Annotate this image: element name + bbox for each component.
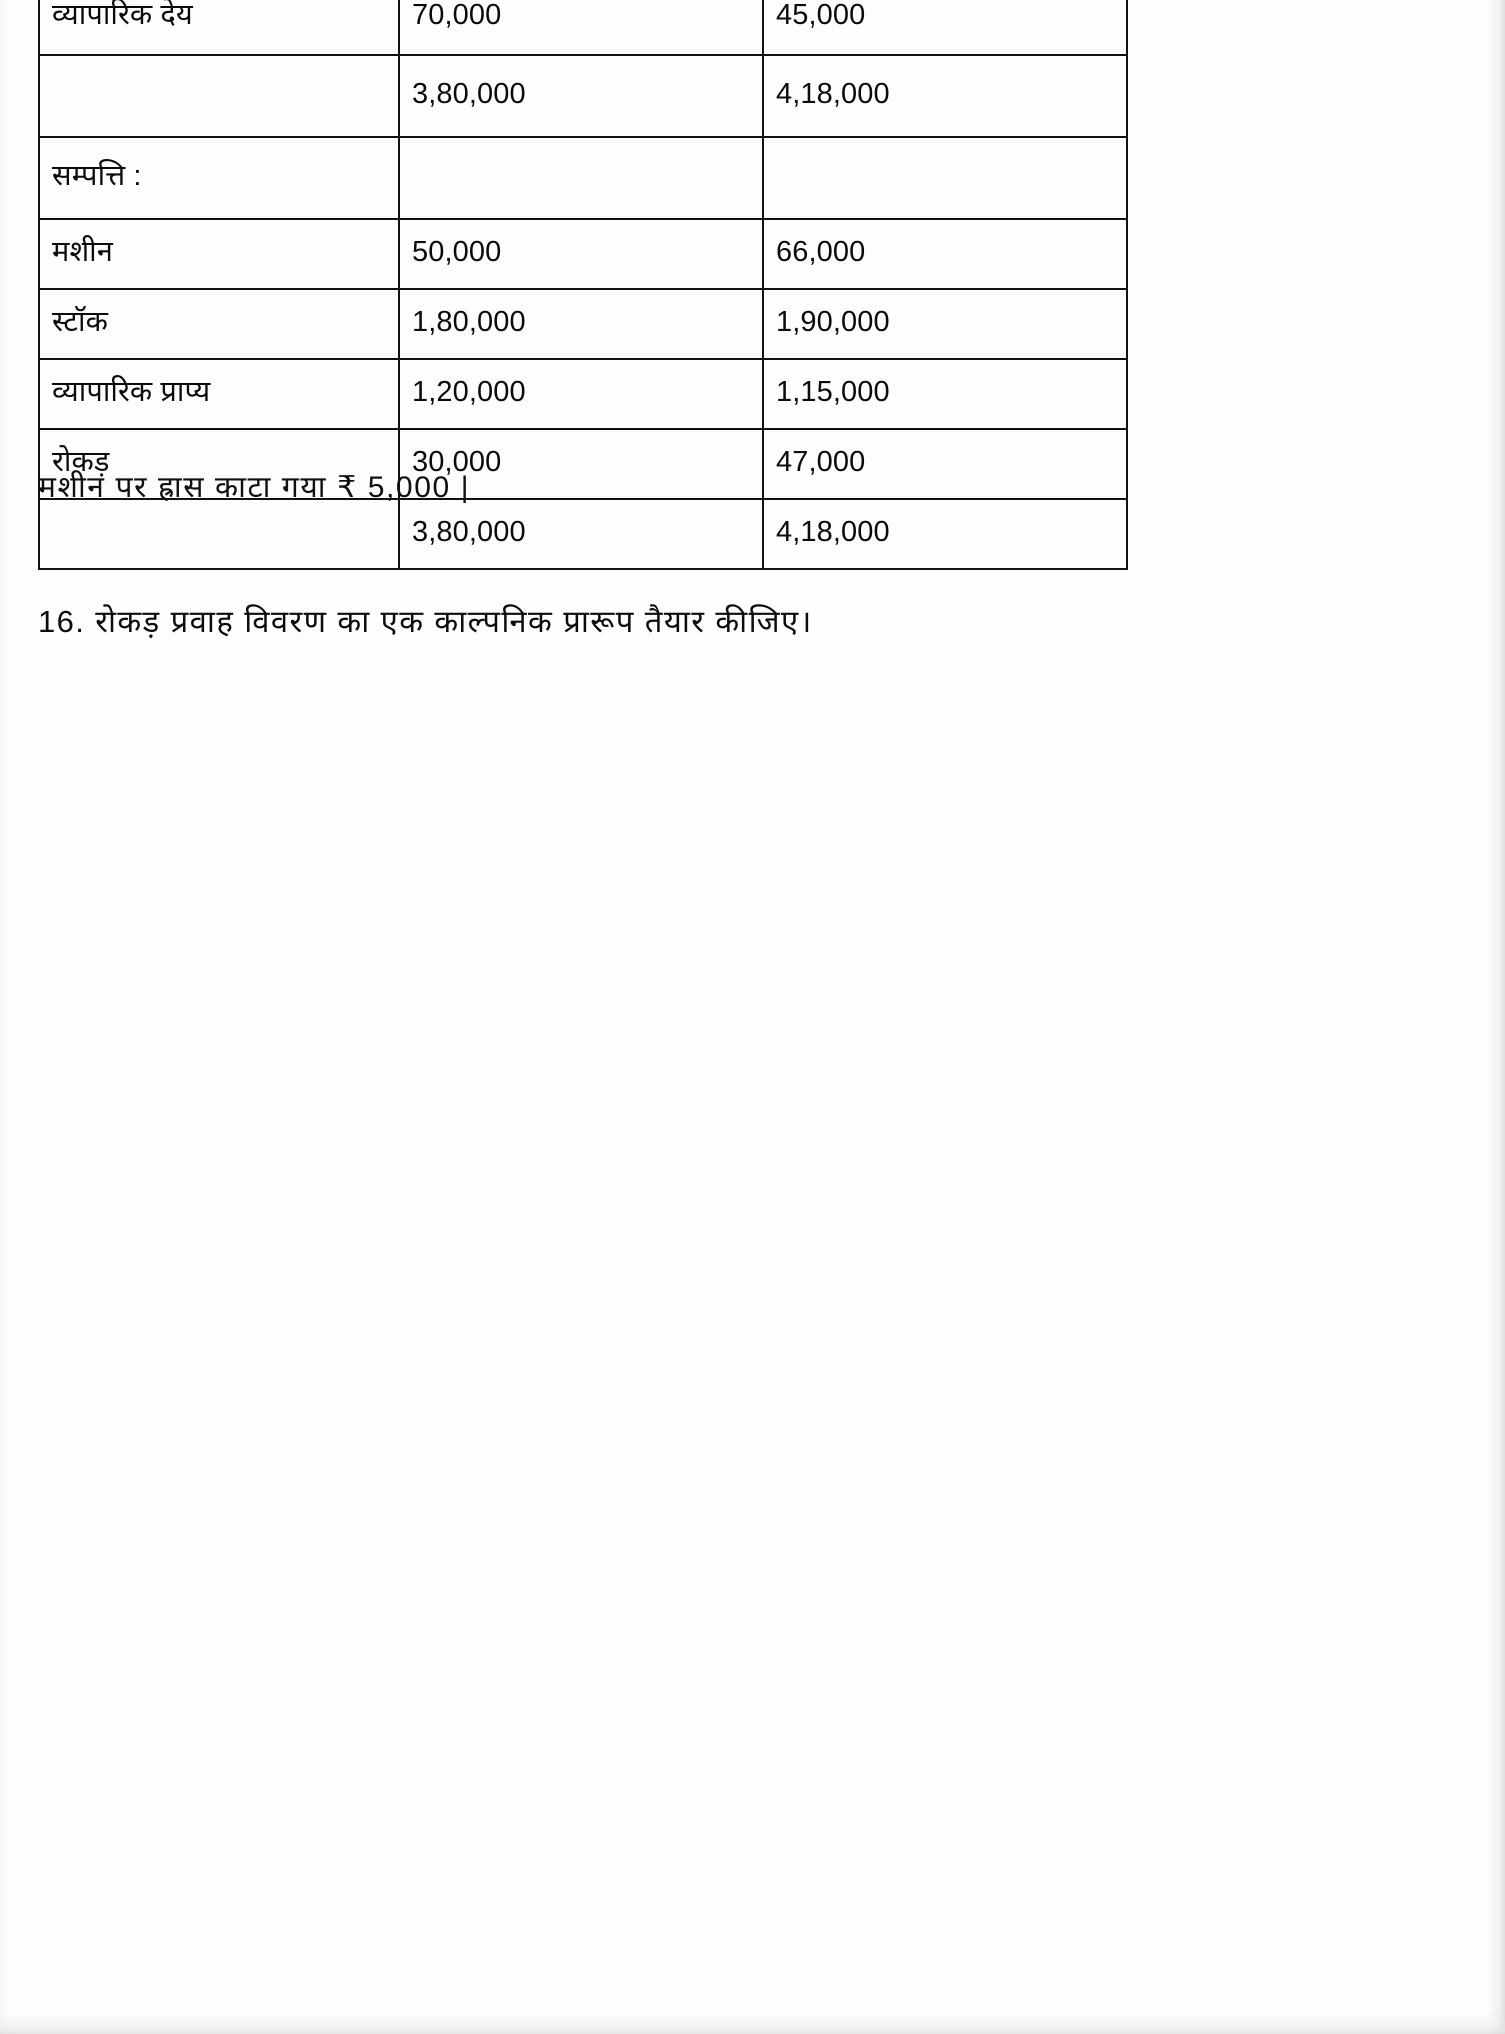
row-label-cell: व्यापारिक प्राप्य bbox=[39, 359, 399, 429]
row-value1-cell: 50,000 bbox=[399, 219, 763, 289]
row-value1-cell: 30,000 bbox=[399, 429, 763, 499]
row-value1-cell: 1,20,000 bbox=[399, 359, 763, 429]
row-value2-cell: 4,18,000 bbox=[763, 55, 1127, 137]
row-label-cell: रोकड़ bbox=[39, 429, 399, 499]
row-value1-cell: 3,80,000 bbox=[399, 55, 763, 137]
row-label-cell bbox=[39, 55, 399, 137]
table-row bbox=[39, 359, 1127, 429]
row-value1-cell: 3,80,000 bbox=[399, 499, 763, 569]
row-value1-cell bbox=[399, 137, 763, 219]
row-value2-cell: 66,000 bbox=[763, 219, 1127, 289]
row-value2-cell: 1,90,000 bbox=[763, 289, 1127, 359]
blank-page-area bbox=[0, 680, 1505, 2034]
table-row bbox=[39, 0, 1127, 55]
row-label-cell: व्यापारिक देय bbox=[39, 0, 399, 55]
row-value1-cell: 70,000 bbox=[399, 0, 763, 55]
row-value2-cell: 45,000 bbox=[763, 0, 1127, 55]
row-label-cell: सम्पत्ति : bbox=[39, 137, 399, 219]
table-row bbox=[39, 137, 1127, 219]
row-value2-cell: 1,15,000 bbox=[763, 359, 1127, 429]
row-label-cell: स्टॉक bbox=[39, 289, 399, 359]
table-row bbox=[39, 289, 1127, 359]
table-row bbox=[39, 55, 1127, 137]
row-value2-cell: 47,000 bbox=[763, 429, 1127, 499]
row-label-cell: मशीन bbox=[39, 219, 399, 289]
depreciation-note: मशीन पर ह्रास काटा गया ₹ 5,000 | bbox=[38, 471, 471, 504]
row-value1-cell: 1,80,000 bbox=[399, 289, 763, 359]
row-label-cell bbox=[39, 499, 399, 569]
row-value2-cell bbox=[763, 137, 1127, 219]
question-16-text: 16. रोकड़ प्रवाह विवरण का एक काल्पनिक प्रारूप तैयार कीजिए। bbox=[38, 604, 813, 639]
table-row bbox=[39, 219, 1127, 289]
table-row bbox=[39, 499, 1127, 569]
row-value2-cell: 4,18,000 bbox=[763, 499, 1127, 569]
